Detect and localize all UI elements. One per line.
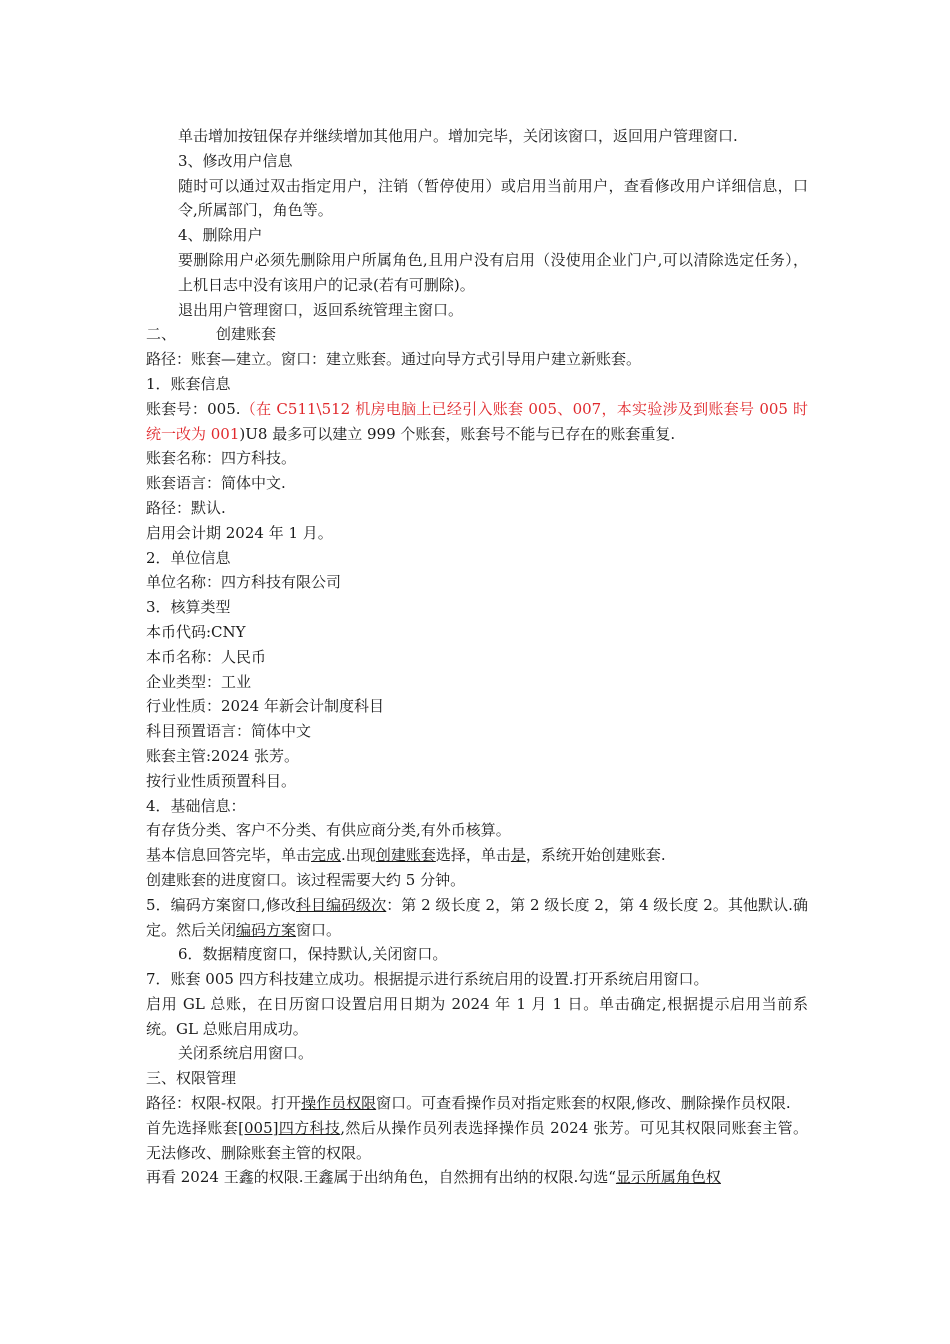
underlined-term: 编码方案 — [236, 920, 297, 939]
paragraph — [146, 1165, 808, 1190]
paragraph: 有存货分类、客户不分类、有供应商分类,有外币核算。 — [146, 821, 511, 840]
paragraph: 本币名称：人民币 — [146, 647, 267, 666]
underlined-term: [005]四方科技 — [238, 1118, 341, 1137]
underlined-term: 操作员权限 — [301, 1094, 377, 1113]
paragraph: 7．账套 005 四方科技建立成功。根据提示进行系统启用的设置.打开系统启用窗口。 — [146, 970, 709, 989]
heading-delete-user: 4、删除用户 — [178, 226, 263, 245]
text: 基本信息回答完毕，单击 — [146, 846, 312, 865]
section-heading-permissions: 三、权限管理 — [146, 1069, 237, 1088]
text: 再看 2024 王鑫的权限.王鑫属于出纳角色，自然拥有出纳的权限.勾选“ — [146, 1168, 616, 1187]
paragraph: 路径：账套—建立。窗口：建立账套。通过向导方式引导用户建立新账套。 — [146, 350, 642, 369]
paragraph: 6．数据精度窗口，保持默认,关闭窗口。 — [178, 945, 448, 964]
paragraph: 要删除用户必须先删除用户所属角色,且用户没有启用（没使用企业门户,可以清除选定任务），上机日志中没有该用户的记录(若有可删除)。 — [178, 250, 808, 294]
paragraph: 关闭系统启用窗口。 — [178, 1044, 314, 1063]
text: ：第 2 级长度 2，第 2 级长度 2，第 4 级长度 2。其他默认.确定。然后关闭 — [146, 895, 808, 939]
section-heading-create-account — [146, 322, 808, 347]
text: 账套号：005. — [146, 399, 241, 418]
paragraph — [146, 843, 808, 868]
section-title: 创建账套 — [216, 325, 277, 344]
paragraph — [146, 1091, 808, 1116]
paragraph: 账套主管:2024 张芳。 — [146, 746, 299, 765]
paragraph: 本币代码:CNY — [146, 622, 246, 641]
text: 窗口。可查看操作员对指定账套的权限,修改、删除操作员权限. — [376, 1094, 791, 1113]
underlined-term: 是 — [510, 846, 526, 865]
text: 选择，单击 — [435, 846, 511, 865]
underlined-term: 创建账套 — [375, 846, 436, 865]
paragraph — [146, 893, 808, 943]
paragraph: 启用 GL 总账，在日历窗口设置启用日期为 2024 年 1 月 1 日。单击确定,根据提示启用当前系统。GL 总账启用成功。 — [146, 994, 808, 1038]
document-page — [146, 124, 808, 1190]
paragraph: 路径：默认. — [146, 498, 226, 517]
subheading: 2．单位信息 — [146, 548, 231, 567]
text: 路径：权限-权限。打开 — [146, 1094, 302, 1113]
underlined-term: 科目编码级次 — [295, 895, 387, 914]
text: ，系统开始创建账套. — [525, 846, 666, 865]
subheading: 1．账套信息 — [146, 374, 231, 393]
paragraph: 行业性质：2024 年新会计制度科目 — [146, 697, 384, 716]
section-number: 二、 — [146, 325, 177, 344]
text: 窗口。 — [296, 920, 342, 939]
text: .出现 — [341, 846, 376, 865]
text: 5．编码方案窗口,修改 — [146, 895, 296, 914]
underlined-term: 显示所属角色权 — [615, 1168, 721, 1187]
paragraph: 单击增加按钮保存并继续增加其他用户。增加完毕，关闭该窗口，返回用户管理窗口. — [178, 127, 738, 145]
text: 首先选择账套 — [146, 1118, 239, 1137]
underlined-term: 完成 — [311, 846, 342, 865]
paragraph: 账套名称：四方科技。 — [146, 449, 297, 468]
paragraph: 单位名称：四方科技有限公司 — [146, 573, 342, 592]
subheading: 4．基础信息： — [146, 796, 246, 815]
paragraph: 启用会计期 2024 年 1 月。 — [146, 523, 333, 542]
paragraph: 随时可以通过双击指定用户，注销（暂停使用）或启用当前用户，查看修改用户详细信息，口令,所属部门，角色等。 — [178, 176, 808, 220]
subheading: 3．核算类型 — [146, 598, 231, 617]
paragraph: 退出用户管理窗口，返回系统管理主窗口。 — [178, 300, 464, 319]
paragraph: 账套语言：简体中文. — [146, 474, 286, 493]
paragraph: 企业类型：工业 — [146, 672, 252, 691]
heading-modify-user: 3、修改用户信息 — [178, 151, 293, 170]
highlight-note: （在 C511\512 机房电脑上已经引入账套 005、007，本实验涉及到账套号 005 时统一改为 001 — [146, 399, 809, 443]
paragraph — [146, 1116, 808, 1166]
paragraph: 创建账套的进度窗口。该过程需要大约 5 分钟。 — [146, 870, 466, 889]
text: ,然后从操作员列表选择操作员 2024 张芳。可见其权限同账套主管。无法修改、删除账套主管的权限。 — [146, 1118, 808, 1162]
text: )U8 最多可以建立 999 个账套，账套号不能与已存在的账套重复. — [239, 424, 676, 443]
paragraph: 按行业性质预置科目。 — [146, 771, 297, 790]
paragraph: 科目预置语言：简体中文 — [146, 722, 312, 741]
paragraph-account-number — [146, 397, 808, 447]
